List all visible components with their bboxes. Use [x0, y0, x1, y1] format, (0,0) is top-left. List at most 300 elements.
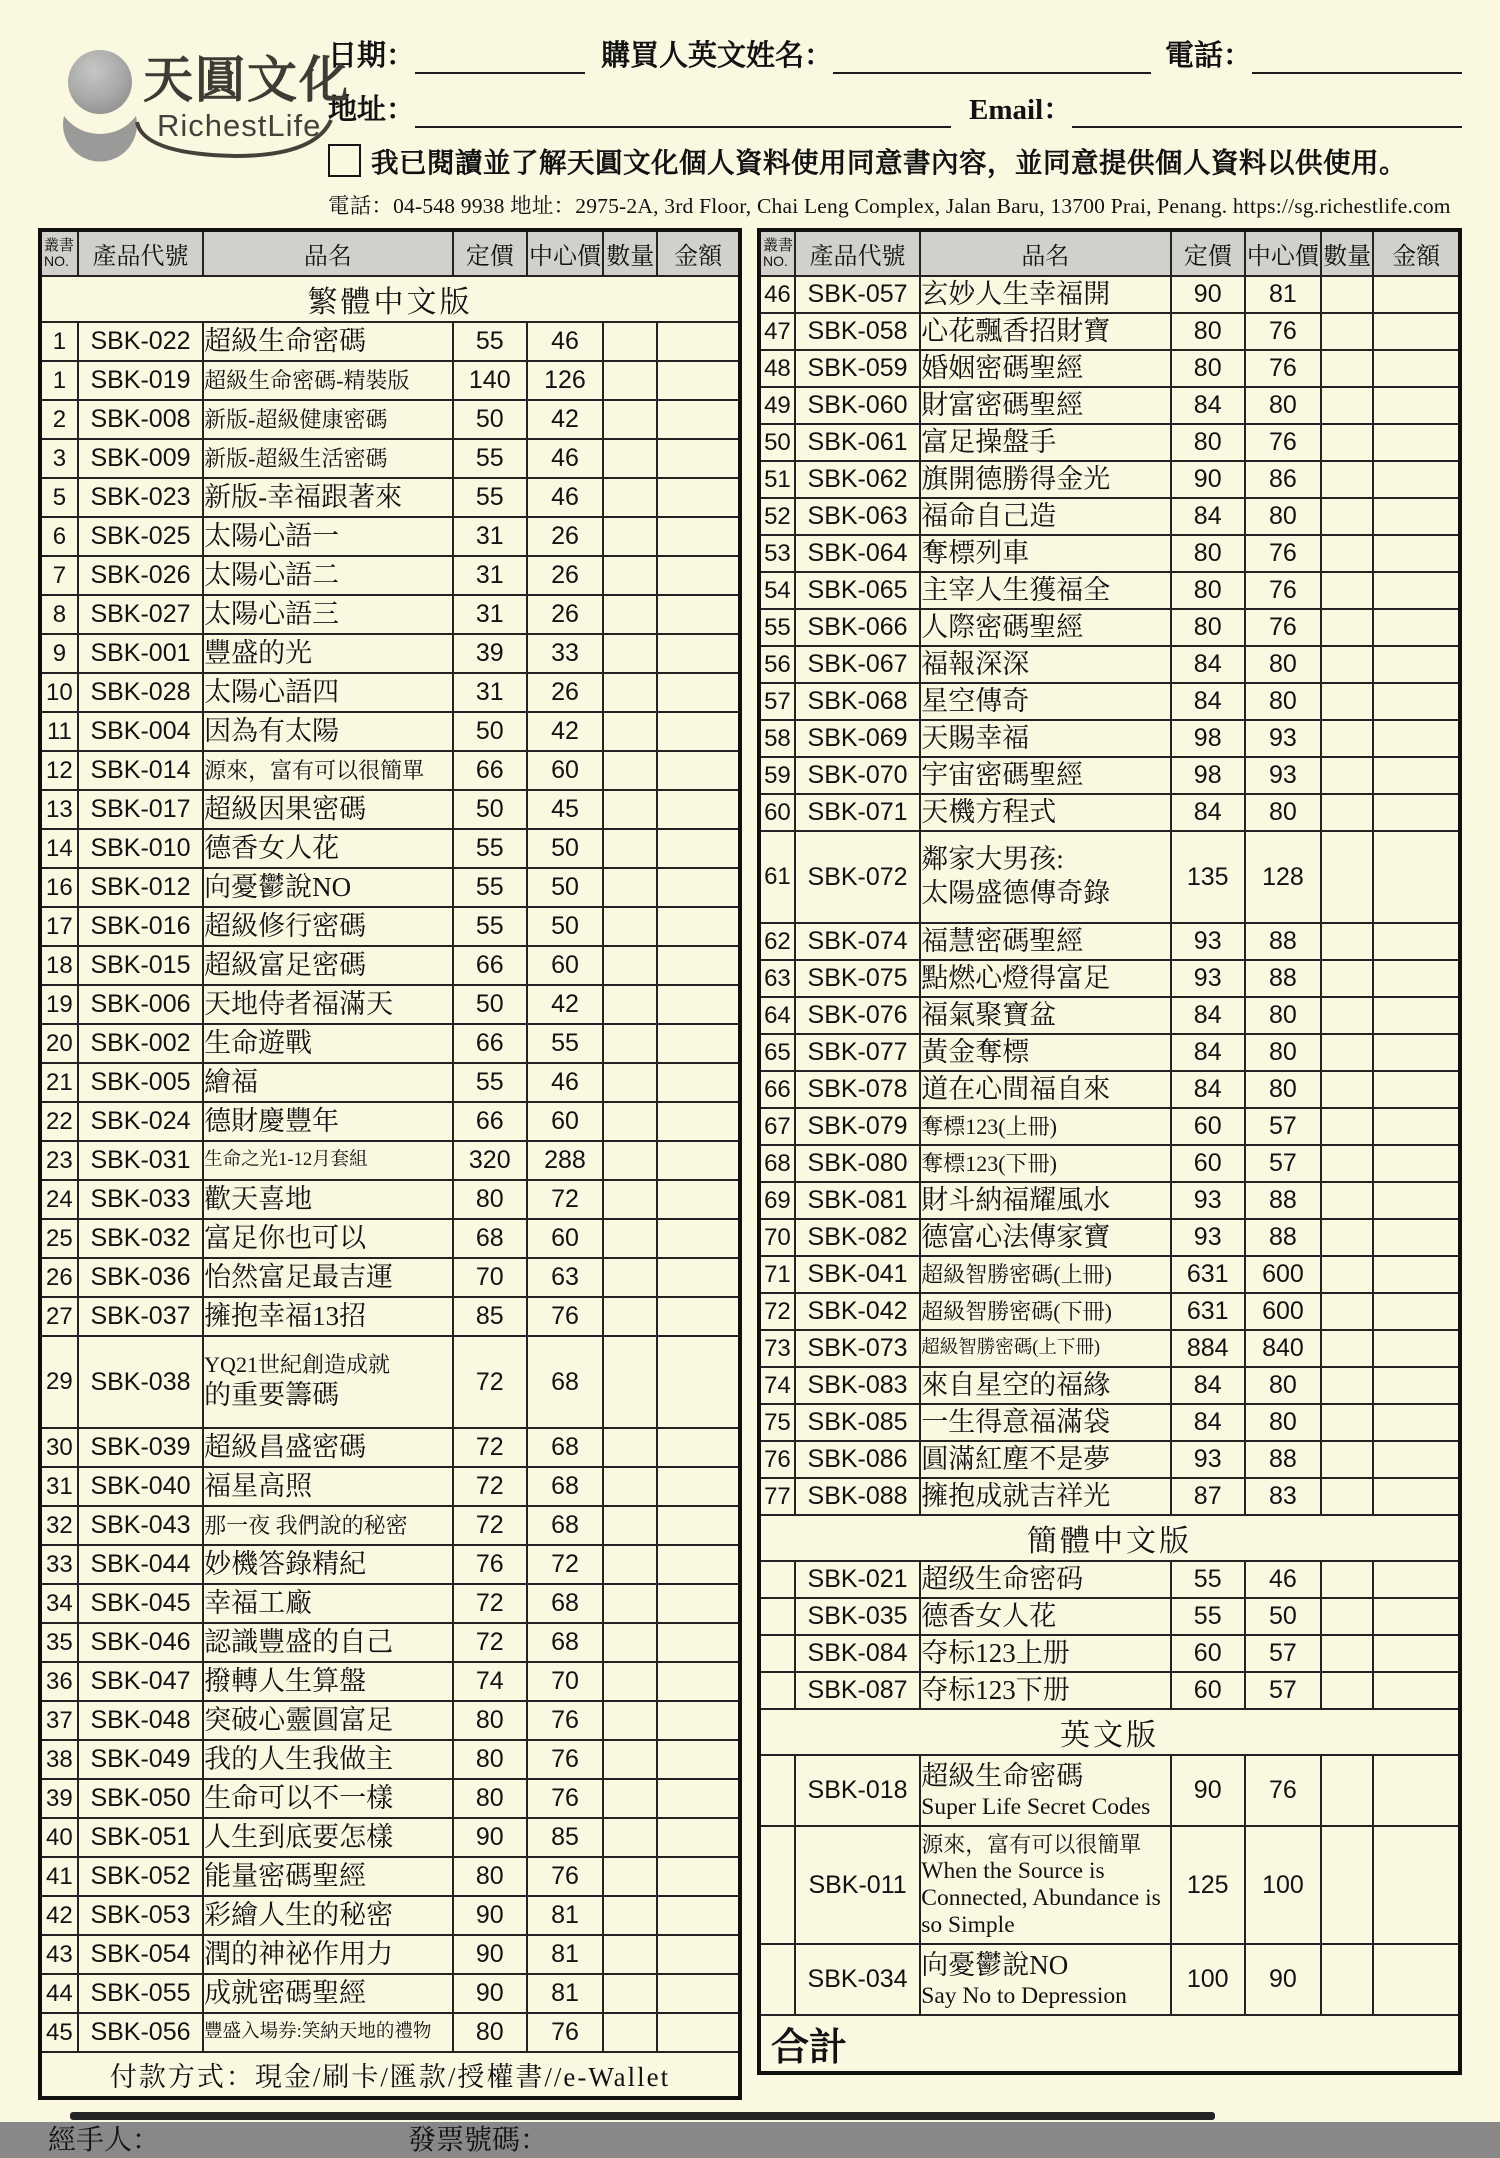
table-row [40, 712, 740, 751]
cell-amount-input[interactable] [657, 1063, 740, 1102]
cell-quantity-input[interactable] [603, 361, 657, 400]
cell-quantity-input[interactable] [603, 1258, 657, 1297]
cell-quantity-input[interactable] [1321, 1672, 1373, 1709]
cell-amount-input[interactable] [1373, 535, 1460, 572]
cell-quantity-input[interactable] [1321, 1330, 1373, 1367]
address-input-line[interactable] [415, 92, 951, 128]
cell-product-name [203, 361, 452, 400]
cell-quantity-input[interactable] [1321, 923, 1373, 960]
cell-amount-input[interactable] [657, 790, 740, 829]
table-row [759, 1944, 1460, 2015]
cell-product-code: SBK-083 [795, 1367, 920, 1404]
cell-quantity-input[interactable] [603, 1024, 657, 1063]
cell-quantity-input[interactable] [603, 1102, 657, 1141]
email-input-line[interactable] [1072, 92, 1462, 128]
cell-center-price: 76 [1245, 313, 1321, 350]
cell-product-code: SBK-015 [78, 946, 203, 985]
cell-quantity-input[interactable] [1321, 609, 1373, 646]
cell-amount-input[interactable] [657, 946, 740, 985]
cell-center-price: 600 [1245, 1256, 1321, 1293]
cell-product-code: SBK-060 [795, 387, 920, 424]
cell-quantity-input[interactable] [603, 1818, 657, 1857]
cell-quantity-input[interactable] [1321, 1561, 1373, 1598]
cell-amount-input[interactable] [657, 673, 740, 712]
cell-product-code: SBK-027 [78, 595, 203, 634]
cell-amount-input[interactable] [657, 1623, 740, 1662]
cell-amount-input[interactable] [1373, 572, 1460, 609]
cell-amount-input[interactable] [1373, 1219, 1460, 1256]
cell-amount-input[interactable] [1373, 1635, 1460, 1672]
cell-quantity-input[interactable] [603, 673, 657, 712]
product-name-line: Say No to Depression [921, 1983, 1127, 2010]
header-product-code: 產品代號 [795, 230, 920, 276]
cell-amount-input[interactable] [1373, 350, 1460, 387]
cell-series-no: 76 [759, 1441, 795, 1478]
header-product-name: 品名 [920, 230, 1170, 276]
cell-amount-input[interactable] [1373, 1145, 1460, 1182]
phone-input-line[interactable] [1252, 38, 1462, 74]
cell-series-no: 71 [759, 1256, 795, 1293]
cell-amount-input[interactable] [657, 1428, 740, 1467]
cell-product-name [920, 1944, 1170, 2015]
cell-amount-input[interactable] [657, 868, 740, 907]
cell-center-price: 63 [527, 1258, 603, 1297]
cell-quantity-input[interactable] [603, 751, 657, 790]
cell-product-code: SBK-046 [78, 1623, 203, 1662]
table-row [40, 1297, 740, 1336]
cell-amount-input[interactable] [657, 907, 740, 946]
cell-amount-input[interactable] [657, 478, 740, 517]
cell-amount-input[interactable] [1373, 1598, 1460, 1635]
cell-amount-input[interactable] [657, 1974, 740, 2013]
cell-list-price: 80 [1171, 572, 1245, 609]
cell-product-name [203, 1063, 452, 1102]
header-row [40, 230, 740, 276]
cell-amount-input[interactable] [1373, 276, 1460, 313]
cell-amount-input[interactable] [1373, 923, 1460, 960]
grand-total: 合計 [759, 2015, 1460, 2073]
cell-product-name [203, 478, 452, 517]
cell-quantity-input[interactable] [603, 868, 657, 907]
cell-series-no: 59 [759, 757, 795, 794]
cell-amount-input[interactable] [1373, 498, 1460, 535]
cell-quantity-input[interactable] [603, 400, 657, 439]
cell-product-name [203, 1180, 452, 1219]
cell-amount-input[interactable] [1373, 1108, 1460, 1145]
book-table-right [757, 228, 1462, 2075]
cell-series-no: 45 [40, 2013, 78, 2052]
cell-quantity-input[interactable] [603, 322, 657, 361]
cell-series-no: 53 [759, 535, 795, 572]
cell-product-name [920, 1108, 1170, 1145]
cell-quantity-input[interactable] [1321, 683, 1373, 720]
cell-product-code: SBK-075 [795, 960, 920, 997]
cell-amount-input[interactable] [1373, 757, 1460, 794]
cell-quantity-input[interactable] [603, 790, 657, 829]
table-row [759, 1561, 1460, 1598]
cell-list-price: 84 [1171, 794, 1245, 831]
cell-quantity-input[interactable] [1321, 1441, 1373, 1478]
table-row [759, 1108, 1460, 1145]
table-row [759, 535, 1460, 572]
table-row [759, 313, 1460, 350]
cell-series-no: 23 [40, 1141, 78, 1180]
cell-product-code: SBK-001 [78, 634, 203, 673]
cell-quantity-input[interactable] [603, 517, 657, 556]
cell-amount-input[interactable] [657, 1102, 740, 1141]
cell-list-price: 100 [1171, 1944, 1245, 2015]
cell-series-no [759, 1598, 795, 1635]
table-row [40, 1219, 740, 1258]
table-row [40, 1336, 740, 1428]
cell-amount-input[interactable] [657, 712, 740, 751]
cell-amount-input[interactable] [657, 2013, 740, 2052]
header-product-name: 品名 [203, 230, 452, 276]
cell-amount-input[interactable] [657, 1297, 740, 1336]
cell-list-price: 140 [453, 361, 527, 400]
cell-list-price: 31 [453, 556, 527, 595]
cell-quantity-input[interactable] [1321, 1367, 1373, 1404]
cell-center-price: 46 [527, 439, 603, 478]
cell-amount-input[interactable] [1373, 720, 1460, 757]
cell-amount-input[interactable] [657, 1219, 740, 1258]
cell-amount-input[interactable] [1373, 1478, 1460, 1515]
cell-list-price: 74 [453, 1662, 527, 1701]
cell-quantity-input[interactable] [603, 634, 657, 673]
cell-center-price: 57 [1245, 1145, 1321, 1182]
cell-amount-input[interactable] [657, 517, 740, 556]
cell-product-code: SBK-018 [795, 1755, 920, 1826]
product-name-line: 新版-超級生活密碼 [204, 445, 388, 471]
cell-series-no: 2 [40, 400, 78, 439]
cell-amount-input[interactable] [657, 1662, 740, 1701]
cell-series-no: 26 [40, 1258, 78, 1297]
cell-quantity-input[interactable] [603, 1857, 657, 1896]
cell-amount-input[interactable] [1373, 461, 1460, 498]
cell-series-no: 54 [759, 572, 795, 609]
cell-amount-input[interactable] [1373, 1441, 1460, 1478]
cell-product-code: SBK-050 [78, 1779, 203, 1818]
cell-quantity-input[interactable] [1321, 1256, 1373, 1293]
cell-amount-input[interactable] [1373, 424, 1460, 461]
product-name-line: 生命之光1-12月套組 [204, 1149, 368, 1170]
cell-quantity-input[interactable] [603, 985, 657, 1024]
cell-amount-input[interactable] [1373, 1367, 1460, 1404]
buyer-name-input-line[interactable] [833, 38, 1151, 74]
cell-quantity-input[interactable] [1321, 276, 1373, 313]
cell-quantity-input[interactable] [1321, 498, 1373, 535]
cell-list-price: 80 [453, 1180, 527, 1219]
cell-amount-input[interactable] [1373, 1071, 1460, 1108]
cell-quantity-input[interactable] [603, 946, 657, 985]
cell-product-code: SBK-068 [795, 683, 920, 720]
cell-amount-input[interactable] [657, 556, 740, 595]
cell-quantity-input[interactable] [603, 1974, 657, 2013]
cell-product-name [920, 535, 1170, 572]
cell-amount-input[interactable] [657, 1701, 740, 1740]
table-row [759, 1478, 1460, 1515]
cell-quantity-input[interactable] [1321, 572, 1373, 609]
product-name-line: 福氣聚寶盆 [921, 999, 1057, 1030]
cell-amount-input[interactable] [1373, 831, 1460, 923]
cell-amount-input[interactable] [657, 1141, 740, 1180]
cell-amount-input[interactable] [657, 439, 740, 478]
cell-amount-input[interactable] [1373, 960, 1460, 997]
cell-amount-input[interactable] [1373, 1256, 1460, 1293]
cell-list-price: 50 [453, 400, 527, 439]
cell-amount-input[interactable] [657, 1935, 740, 1974]
cell-amount-input[interactable] [657, 1258, 740, 1297]
cell-quantity-input[interactable] [1321, 313, 1373, 350]
cell-amount-input[interactable] [1373, 794, 1460, 831]
cell-amount-input[interactable] [657, 829, 740, 868]
cell-amount-input[interactable] [1373, 1293, 1460, 1330]
cell-quantity-input[interactable] [1321, 757, 1373, 794]
cell-quantity-input[interactable] [1321, 1755, 1373, 1826]
cell-quantity-input[interactable] [1321, 1145, 1373, 1182]
cell-amount-input[interactable] [657, 1024, 740, 1063]
cell-quantity-input[interactable] [603, 1180, 657, 1219]
cell-amount-input[interactable] [1373, 1826, 1460, 1945]
cell-series-no: 67 [759, 1108, 795, 1145]
cell-product-code: SBK-048 [78, 1701, 203, 1740]
cell-product-code: SBK-053 [78, 1896, 203, 1935]
cell-amount-input[interactable] [657, 634, 740, 673]
cell-amount-input[interactable] [1373, 1561, 1460, 1598]
cell-series-no: 64 [759, 997, 795, 1034]
cell-amount-input[interactable] [1373, 1755, 1460, 1826]
cell-center-price: 80 [1245, 997, 1321, 1034]
cell-series-no: 27 [40, 1297, 78, 1336]
cell-amount-input[interactable] [657, 1180, 740, 1219]
cell-amount-input[interactable] [1373, 646, 1460, 683]
cell-quantity-input[interactable] [603, 478, 657, 517]
cell-list-price: 72 [453, 1336, 527, 1428]
cell-quantity-input[interactable] [603, 1063, 657, 1102]
cell-product-name [203, 2013, 452, 2052]
cell-amount-input[interactable] [1373, 609, 1460, 646]
cell-product-code: SBK-045 [78, 1584, 203, 1623]
cell-amount-input[interactable] [657, 1818, 740, 1857]
cell-amount-input[interactable] [1373, 387, 1460, 424]
cell-amount-input[interactable] [1373, 1034, 1460, 1071]
cell-product-code: SBK-028 [78, 673, 203, 712]
cell-center-price: 76 [1245, 424, 1321, 461]
cell-list-price: 50 [453, 985, 527, 1024]
grand-total-row [759, 2015, 1460, 2073]
cell-amount-input[interactable] [657, 1545, 740, 1584]
cell-quantity-input[interactable] [603, 1701, 657, 1740]
cell-quantity-input[interactable] [1321, 535, 1373, 572]
cell-list-price: 80 [453, 1857, 527, 1896]
cell-quantity-input[interactable] [603, 712, 657, 751]
cell-series-no: 14 [40, 829, 78, 868]
cell-amount-input[interactable] [657, 322, 740, 361]
cell-amount-input[interactable] [657, 1779, 740, 1818]
cell-quantity-input[interactable] [603, 439, 657, 478]
payment-methods-row [40, 2052, 740, 2098]
cell-quantity-input[interactable] [1321, 646, 1373, 683]
cell-quantity-input[interactable] [603, 595, 657, 634]
cell-quantity-input[interactable] [1321, 424, 1373, 461]
cell-series-no: 34 [40, 1584, 78, 1623]
cell-list-price: 31 [453, 595, 527, 634]
cell-series-no: 12 [40, 751, 78, 790]
cell-quantity-input[interactable] [1321, 1108, 1373, 1145]
cell-quantity-input[interactable] [603, 1336, 657, 1428]
product-name-line: 旗開德勝得金光 [921, 463, 1111, 494]
cell-center-price: 80 [1245, 387, 1321, 424]
cell-series-no: 29 [40, 1336, 78, 1428]
cell-list-price: 87 [1171, 1478, 1245, 1515]
cell-product-code: SBK-059 [795, 350, 920, 387]
cell-amount-input[interactable] [657, 1896, 740, 1935]
cell-product-code: SBK-019 [78, 361, 203, 400]
product-name-line: 擁抱幸福13招 [204, 1300, 367, 1331]
product-name-line: 妙機答錄精紀 [204, 1548, 367, 1579]
cell-amount-input[interactable] [657, 595, 740, 634]
header-quantity: 數量 [1321, 230, 1373, 276]
cell-amount-input[interactable] [657, 400, 740, 439]
cell-product-name [920, 720, 1170, 757]
cell-amount-input[interactable] [1373, 1330, 1460, 1367]
cell-quantity-input[interactable] [1321, 1404, 1373, 1441]
cell-product-code: SBK-056 [78, 2013, 203, 2052]
cell-amount-input[interactable] [657, 751, 740, 790]
cell-amount-input[interactable] [657, 361, 740, 400]
cell-amount-input[interactable] [657, 1506, 740, 1545]
cell-list-price: 55 [453, 322, 527, 361]
table-row [40, 634, 740, 673]
cell-center-price: 88 [1245, 960, 1321, 997]
product-name-line: 黃金奪標 [921, 1036, 1030, 1067]
cell-quantity-input[interactable] [1321, 1944, 1373, 2015]
cell-list-price: 93 [1171, 923, 1245, 960]
cell-quantity-input[interactable] [603, 1740, 657, 1779]
cell-quantity-input[interactable] [603, 1428, 657, 1467]
cell-quantity-input[interactable] [603, 556, 657, 595]
cell-quantity-input[interactable] [1321, 461, 1373, 498]
cell-quantity-input[interactable] [603, 1219, 657, 1258]
cell-quantity-input[interactable] [1321, 1071, 1373, 1108]
header-list-price: 定價 [453, 230, 527, 276]
cell-quantity-input[interactable] [603, 1141, 657, 1180]
table-row [40, 946, 740, 985]
cell-center-price: 57 [1245, 1108, 1321, 1145]
cell-amount-input[interactable] [657, 1584, 740, 1623]
cell-center-price: 80 [1245, 1367, 1321, 1404]
cell-quantity-input[interactable] [603, 2013, 657, 2052]
cell-quantity-input[interactable] [1321, 1182, 1373, 1219]
cell-amount-input[interactable] [657, 1857, 740, 1896]
cell-quantity-input[interactable] [603, 1584, 657, 1623]
cell-quantity-input[interactable] [603, 1545, 657, 1584]
cell-list-price: 80 [453, 1740, 527, 1779]
cell-center-price: 60 [527, 751, 603, 790]
cell-quantity-input[interactable] [603, 907, 657, 946]
cell-quantity-input[interactable] [603, 1467, 657, 1506]
cell-quantity-input[interactable] [1321, 794, 1373, 831]
cell-quantity-input[interactable] [1321, 1478, 1373, 1515]
cell-amount-input[interactable] [657, 1467, 740, 1506]
product-name-line: 超级生命密码 [921, 1563, 1084, 1594]
cell-center-price: 90 [1245, 1944, 1321, 2015]
cell-quantity-input[interactable] [603, 1623, 657, 1662]
table-header-right [759, 230, 1460, 276]
cell-amount-input[interactable] [1373, 1944, 1460, 2015]
cell-quantity-input[interactable] [603, 829, 657, 868]
cell-amount-input[interactable] [1373, 313, 1460, 350]
cell-product-code: SBK-033 [78, 1180, 203, 1219]
cell-product-name [920, 997, 1170, 1034]
cell-series-no: 5 [40, 478, 78, 517]
cell-quantity-input[interactable] [1321, 1598, 1373, 1635]
cell-amount-input[interactable] [1373, 1672, 1460, 1709]
cell-quantity-input[interactable] [603, 1935, 657, 1974]
cell-center-price: 80 [1245, 1404, 1321, 1441]
cell-product-code: SBK-054 [78, 1935, 203, 1974]
cell-amount-input[interactable] [657, 1336, 740, 1428]
cell-quantity-input[interactable] [603, 1896, 657, 1935]
cell-amount-input[interactable] [1373, 1404, 1460, 1441]
cell-amount-input[interactable] [657, 1740, 740, 1779]
table-row [40, 595, 740, 634]
cell-amount-input[interactable] [657, 985, 740, 1024]
product-name-line: 富足操盤手 [921, 426, 1057, 457]
cell-quantity-input[interactable] [603, 1779, 657, 1818]
product-name-line: 星空傳奇 [921, 685, 1030, 716]
cell-product-name [920, 609, 1170, 646]
cell-product-name [203, 946, 452, 985]
cell-quantity-input[interactable] [1321, 997, 1373, 1034]
cell-product-code: SBK-086 [795, 1441, 920, 1478]
product-name-line: 玄妙人生幸福開 [921, 278, 1111, 309]
cell-quantity-input[interactable] [1321, 1635, 1373, 1672]
cell-product-name [203, 1506, 452, 1545]
cell-amount-input[interactable] [1373, 1182, 1460, 1219]
table-row [40, 868, 740, 907]
cell-quantity-input[interactable] [1321, 350, 1373, 387]
cell-series-no: 32 [40, 1506, 78, 1545]
cell-quantity-input[interactable] [603, 1506, 657, 1545]
cell-quantity-input[interactable] [603, 1297, 657, 1336]
date-input-line[interactable] [415, 38, 585, 74]
cell-series-no: 30 [40, 1428, 78, 1467]
cell-quantity-input[interactable] [603, 1662, 657, 1701]
cell-quantity-input[interactable] [1321, 387, 1373, 424]
cell-quantity-input[interactable] [1321, 1034, 1373, 1071]
cell-amount-input[interactable] [1373, 997, 1460, 1034]
cell-center-price: 26 [527, 595, 603, 634]
product-name-line: 夺标123上册 [921, 1637, 1070, 1668]
cell-list-price: 631 [1171, 1256, 1245, 1293]
cell-series-no: 63 [759, 960, 795, 997]
cell-product-name [203, 907, 452, 946]
cell-center-price: 72 [527, 1180, 603, 1219]
cell-center-price: 81 [527, 1896, 603, 1935]
cell-quantity-input[interactable] [1321, 1826, 1373, 1945]
cell-quantity-input[interactable] [1321, 831, 1373, 923]
cell-quantity-input[interactable] [1321, 720, 1373, 757]
cell-quantity-input[interactable] [1321, 1219, 1373, 1256]
product-name-line: 心花飄香招財寶 [921, 315, 1111, 346]
cell-quantity-input[interactable] [1321, 1293, 1373, 1330]
cell-product-name [920, 831, 1170, 923]
cell-quantity-input[interactable] [1321, 960, 1373, 997]
cell-amount-input[interactable] [1373, 683, 1460, 720]
header-product-code: 產品代號 [78, 230, 203, 276]
product-name-line: 道在心間福自來 [921, 1073, 1111, 1104]
